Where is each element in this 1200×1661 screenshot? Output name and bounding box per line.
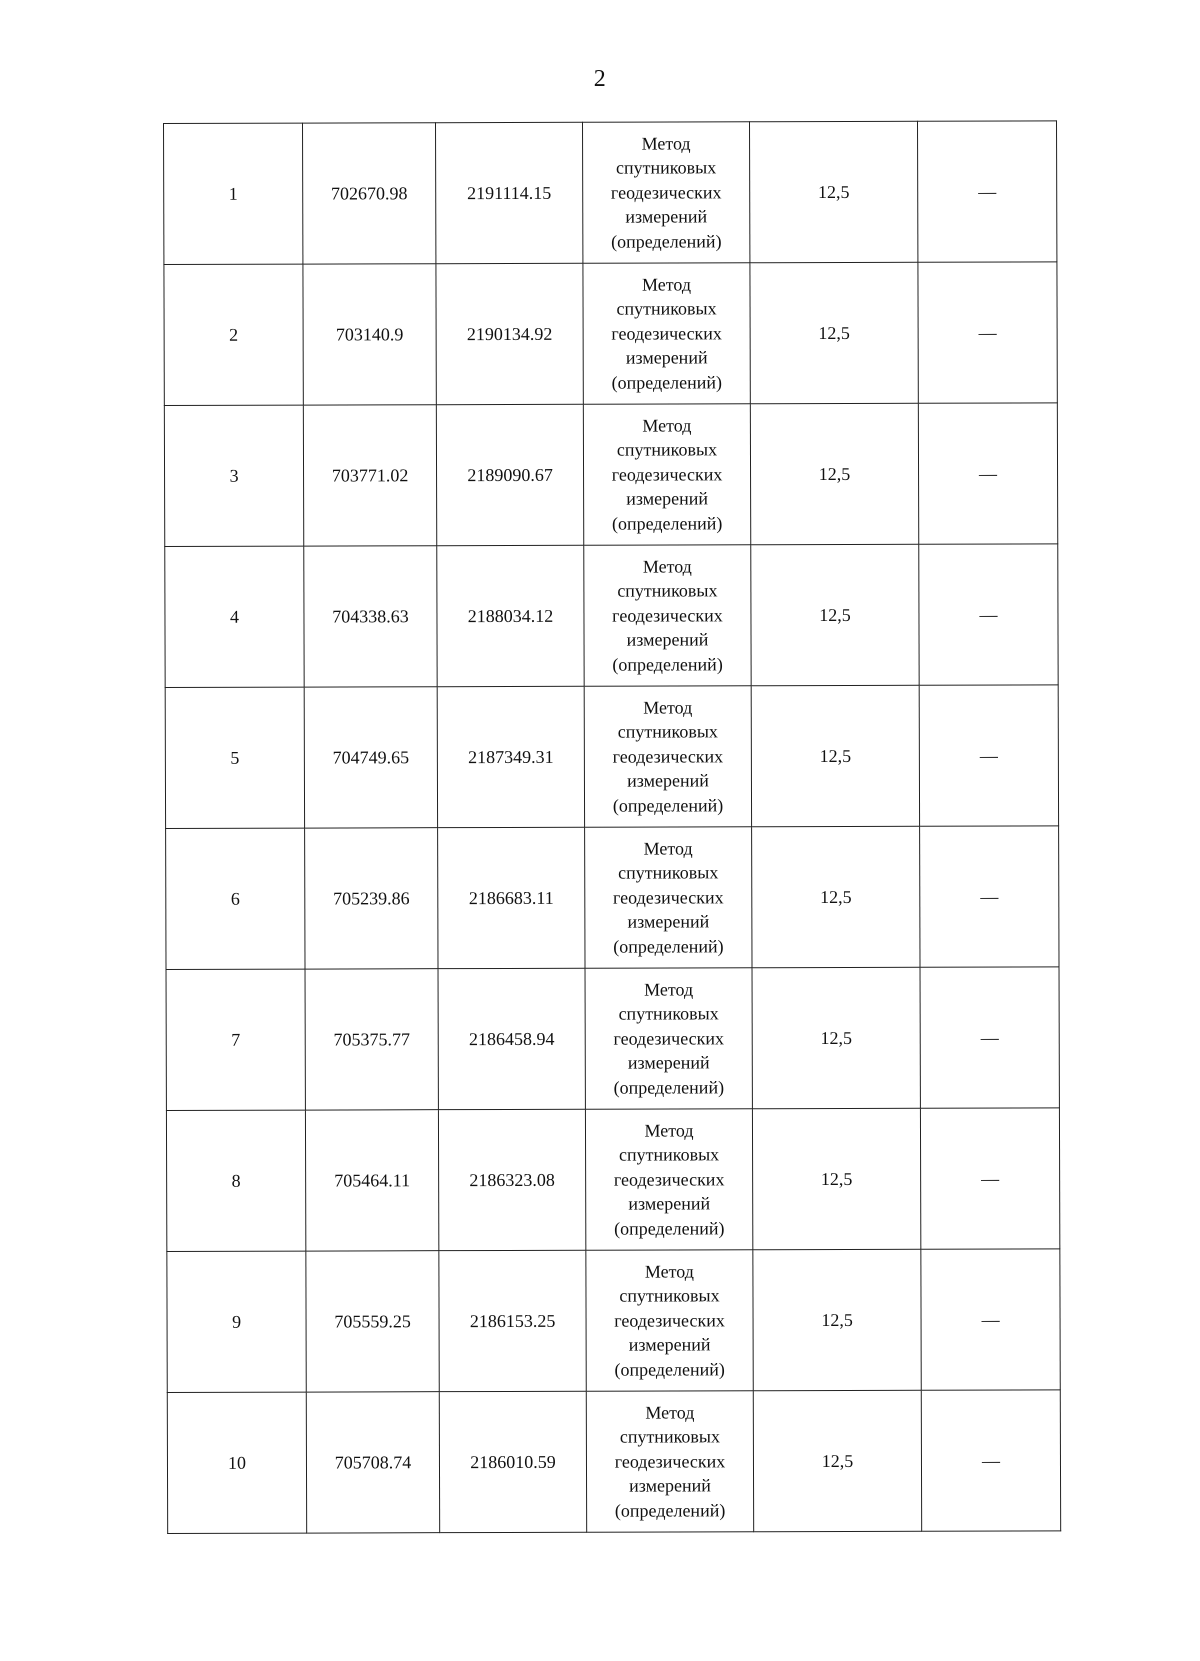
accuracy-cell: 12,5 (750, 403, 918, 544)
accuracy-cell: 12,5 (753, 1249, 921, 1390)
description-cell (920, 826, 1059, 967)
point-number-cell: 10 (167, 1392, 306, 1533)
description-dash: — (979, 463, 998, 484)
method-text: Метод спутниковых геодезических измерений (определений) (611, 414, 723, 534)
description-cell (920, 967, 1059, 1108)
coord-x-cell: 705708.74 (306, 1392, 439, 1533)
coord-y-cell: 2191114.15 (436, 122, 583, 263)
description-cell (919, 544, 1058, 685)
description-dash: — (980, 1027, 999, 1048)
description-cell (921, 1390, 1060, 1531)
table-row (167, 1390, 1060, 1534)
method-cell (583, 404, 750, 545)
method-text: Метод спутниковых геодезических измерений (определений) (612, 837, 724, 957)
coord-x-cell: 705239.86 (305, 828, 438, 969)
accuracy-cell: 12,5 (752, 826, 920, 967)
accuracy-cell: 12,5 (752, 1108, 920, 1249)
table-row (166, 826, 1059, 970)
coord-x-cell: 702670.98 (303, 123, 436, 264)
description-dash: — (981, 1450, 1001, 1471)
point-number-cell: 4 (165, 546, 304, 687)
coord-y-cell: 2190134.92 (436, 263, 583, 404)
method-text: Метод спутниковых геодезических измерений (определений) (610, 132, 722, 252)
accuracy-cell: 12,5 (749, 121, 917, 262)
table-row (166, 967, 1059, 1111)
point-number-cell: 7 (166, 969, 305, 1110)
coord-y-cell: 2186153.25 (439, 1250, 586, 1391)
point-number-cell: 5 (165, 687, 304, 828)
accuracy-cell: 12,5 (751, 685, 919, 826)
description-cell (920, 1108, 1059, 1249)
coord-x-cell: 703140.9 (303, 264, 436, 405)
method-cell (584, 686, 751, 827)
method-cell (585, 968, 752, 1109)
method-text: Метод спутниковых геодезических измерений (определений) (614, 1401, 726, 1521)
page-number: 2 (593, 66, 607, 92)
coord-y-cell: 2186323.08 (438, 1109, 585, 1250)
accuracy-cell: 12,5 (751, 544, 919, 685)
description-dash: — (978, 322, 997, 343)
method-text: Метод спутниковых геодезических измерений (определений) (612, 555, 723, 675)
point-number-cell: 2 (164, 264, 303, 405)
coord-y-cell: 2186683.11 (438, 827, 585, 968)
point-number-cell: 8 (166, 1110, 305, 1251)
method-cell (585, 1109, 752, 1250)
coord-x-cell: 705464.11 (305, 1110, 438, 1251)
description-dash: — (978, 181, 997, 202)
table-row (165, 685, 1058, 829)
description-dash: — (981, 1309, 1000, 1330)
coord-x-cell: 703771.02 (303, 405, 436, 546)
table-row (164, 121, 1057, 265)
coord-y-cell: 2186458.94 (438, 968, 585, 1109)
method-cell (583, 263, 750, 404)
description-cell (921, 1249, 1060, 1390)
coord-y-cell: 2187349.31 (437, 686, 584, 827)
method-text: Метод спутниковых геодезических измерений (определений) (613, 978, 725, 1098)
coord-y-cell: 2189090.67 (436, 404, 583, 545)
coord-y-cell: 2188034.12 (437, 545, 584, 686)
table-row (166, 1108, 1059, 1252)
table-row (165, 544, 1058, 688)
method-text: Метод спутниковых геодезических измерений (определений) (614, 1260, 725, 1380)
description-cell (918, 403, 1057, 544)
point-number-cell: 3 (164, 405, 303, 546)
coord-x-cell: 704338.63 (304, 546, 437, 687)
accuracy-cell: 12,5 (753, 1390, 921, 1531)
method-cell (586, 1391, 753, 1532)
table-row (167, 1249, 1060, 1393)
method-cell (584, 545, 751, 686)
accuracy-cell: 12,5 (752, 967, 920, 1108)
method-text: Метод спутниковых геодезических измерений (определений) (611, 273, 722, 393)
coord-x-cell: 705559.25 (306, 1251, 439, 1392)
coord-x-cell: 704749.65 (304, 687, 437, 828)
description-cell (917, 121, 1056, 262)
description-dash: — (981, 1168, 1000, 1189)
point-number-cell: 6 (166, 828, 305, 969)
coord-x-cell: 705375.77 (305, 969, 438, 1110)
description-dash: — (980, 886, 999, 907)
table-row (164, 403, 1057, 547)
accuracy-cell: 12,5 (750, 262, 918, 403)
coord-y-cell: 2186010.59 (439, 1391, 586, 1532)
method-text: Метод спутниковых геодезических измерений (определений) (613, 1119, 725, 1239)
method-text: Метод спутниковых геодезических измерений (определений) (612, 696, 724, 816)
point-number-cell: 9 (167, 1251, 306, 1392)
method-cell (585, 827, 752, 968)
description-dash: — (979, 745, 998, 766)
description-dash: — (979, 604, 998, 625)
method-cell (582, 122, 749, 263)
point-number-cell: 1 (164, 123, 303, 264)
description-cell (919, 685, 1058, 826)
method-cell (586, 1250, 753, 1391)
coordinates-table (163, 120, 1061, 1534)
description-cell (918, 262, 1057, 403)
table-row (164, 262, 1057, 406)
